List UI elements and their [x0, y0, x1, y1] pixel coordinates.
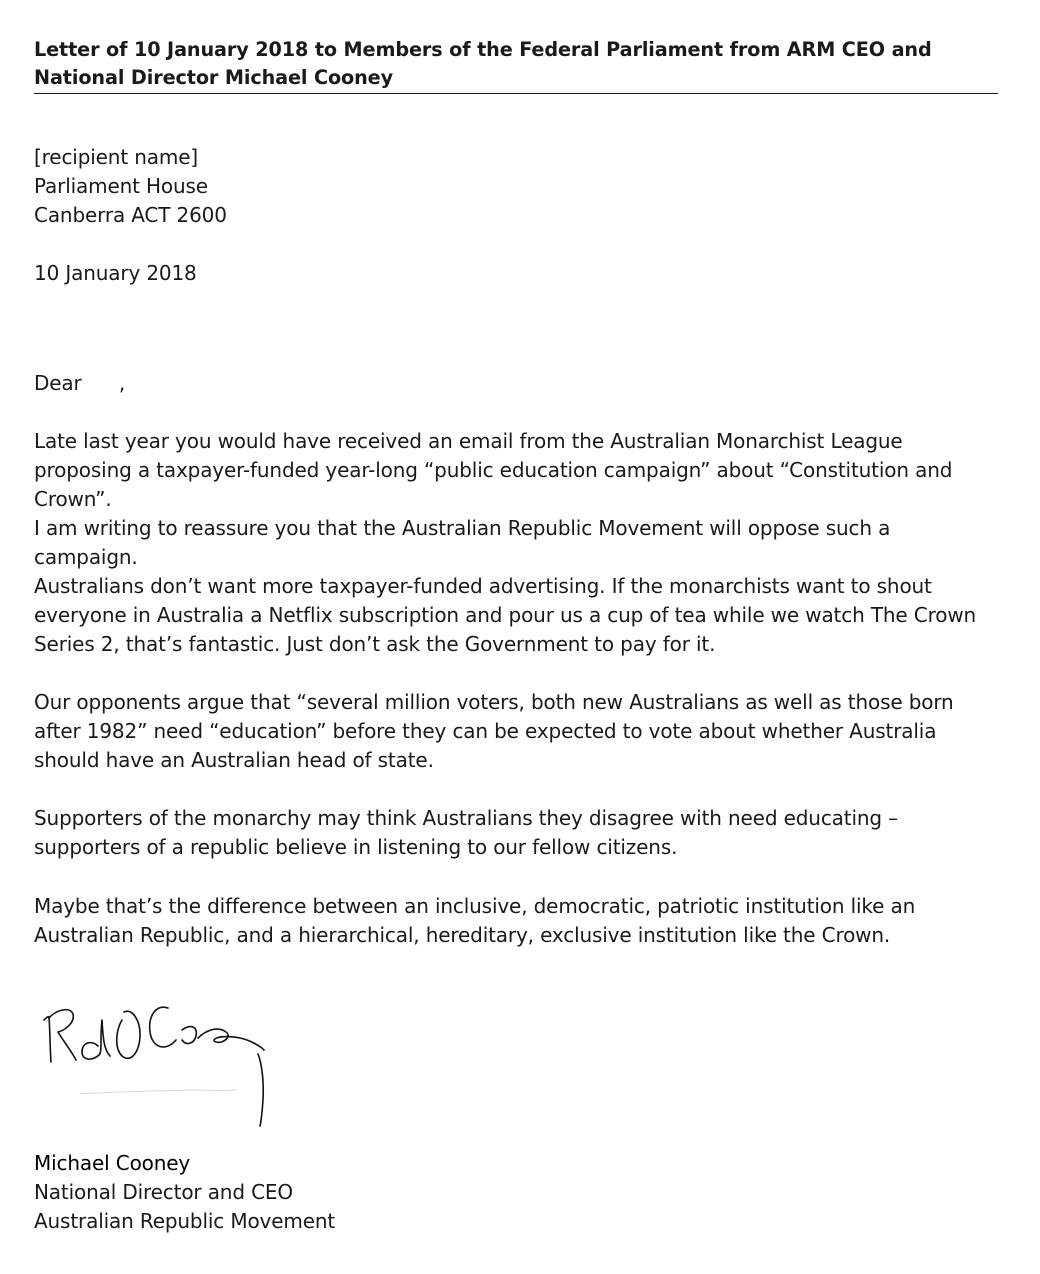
body-paragraph-1: Late last year you would have received an email from the Australian Monarchist League proposing a taxpayer-funded year-long “public education campaign” about “Constitution and Crown”. — [34, 429, 953, 511]
signatory-name: Michael Cooney — [34, 1151, 191, 1175]
title-underline-divider — [34, 93, 998, 94]
recipient-name: [recipient name] — [34, 145, 198, 169]
body-paragraph-2: I am writing to reassure you that the Australian Republic Movement will oppose such a campaign. — [34, 516, 891, 569]
letter-title: Letter of 10 January 2018 to Members of the Federal Parliament from ARM CEO and National Director Michael Cooney — [34, 38, 932, 89]
body-paragraph-3: Australians don’t want more taxpayer-funded advertising. If the monarchists want to shout everyone in Australia a Netflix subscription and pour us a cup of tea while we watch The Crown Series 2, that’s fantastic. Just don’t ask the Government to pay for it. — [34, 574, 977, 656]
signatory-organization: Australian Republic Movement — [34, 1209, 336, 1233]
body-paragraph-4: Our opponents argue that “several million voters, both new Australians as well as those born after 1982” need “education” before they can be expected to vote about whether Australia should have an Australian head of state. — [34, 690, 954, 772]
address-line-2: Canberra ACT 2600 — [34, 203, 227, 227]
address-line-1: Parliament House — [34, 174, 208, 198]
letter-page — [34, 0, 1000, 1274]
recipient-address — [34, 143, 1000, 230]
signatory-block — [34, 1149, 1000, 1236]
letter-date: 10 January 2018 — [34, 261, 197, 285]
body-paragraph-5: Supporters of the monarchy may think Australians they disagree with need educating – supporters of a republic believe in listening to our fellow citizens. — [34, 806, 898, 859]
signatory-title: National Director and CEO — [34, 1180, 293, 1204]
salutation: Dear , — [34, 371, 126, 395]
body-paragraph-6: Maybe that’s the difference between an inclusive, democratic, patriotic institution like an Australian Republic, and a hierarchical, hereditary, exclusive institution like the Crown. — [34, 894, 916, 947]
handwritten-signature-image — [40, 990, 276, 1136]
